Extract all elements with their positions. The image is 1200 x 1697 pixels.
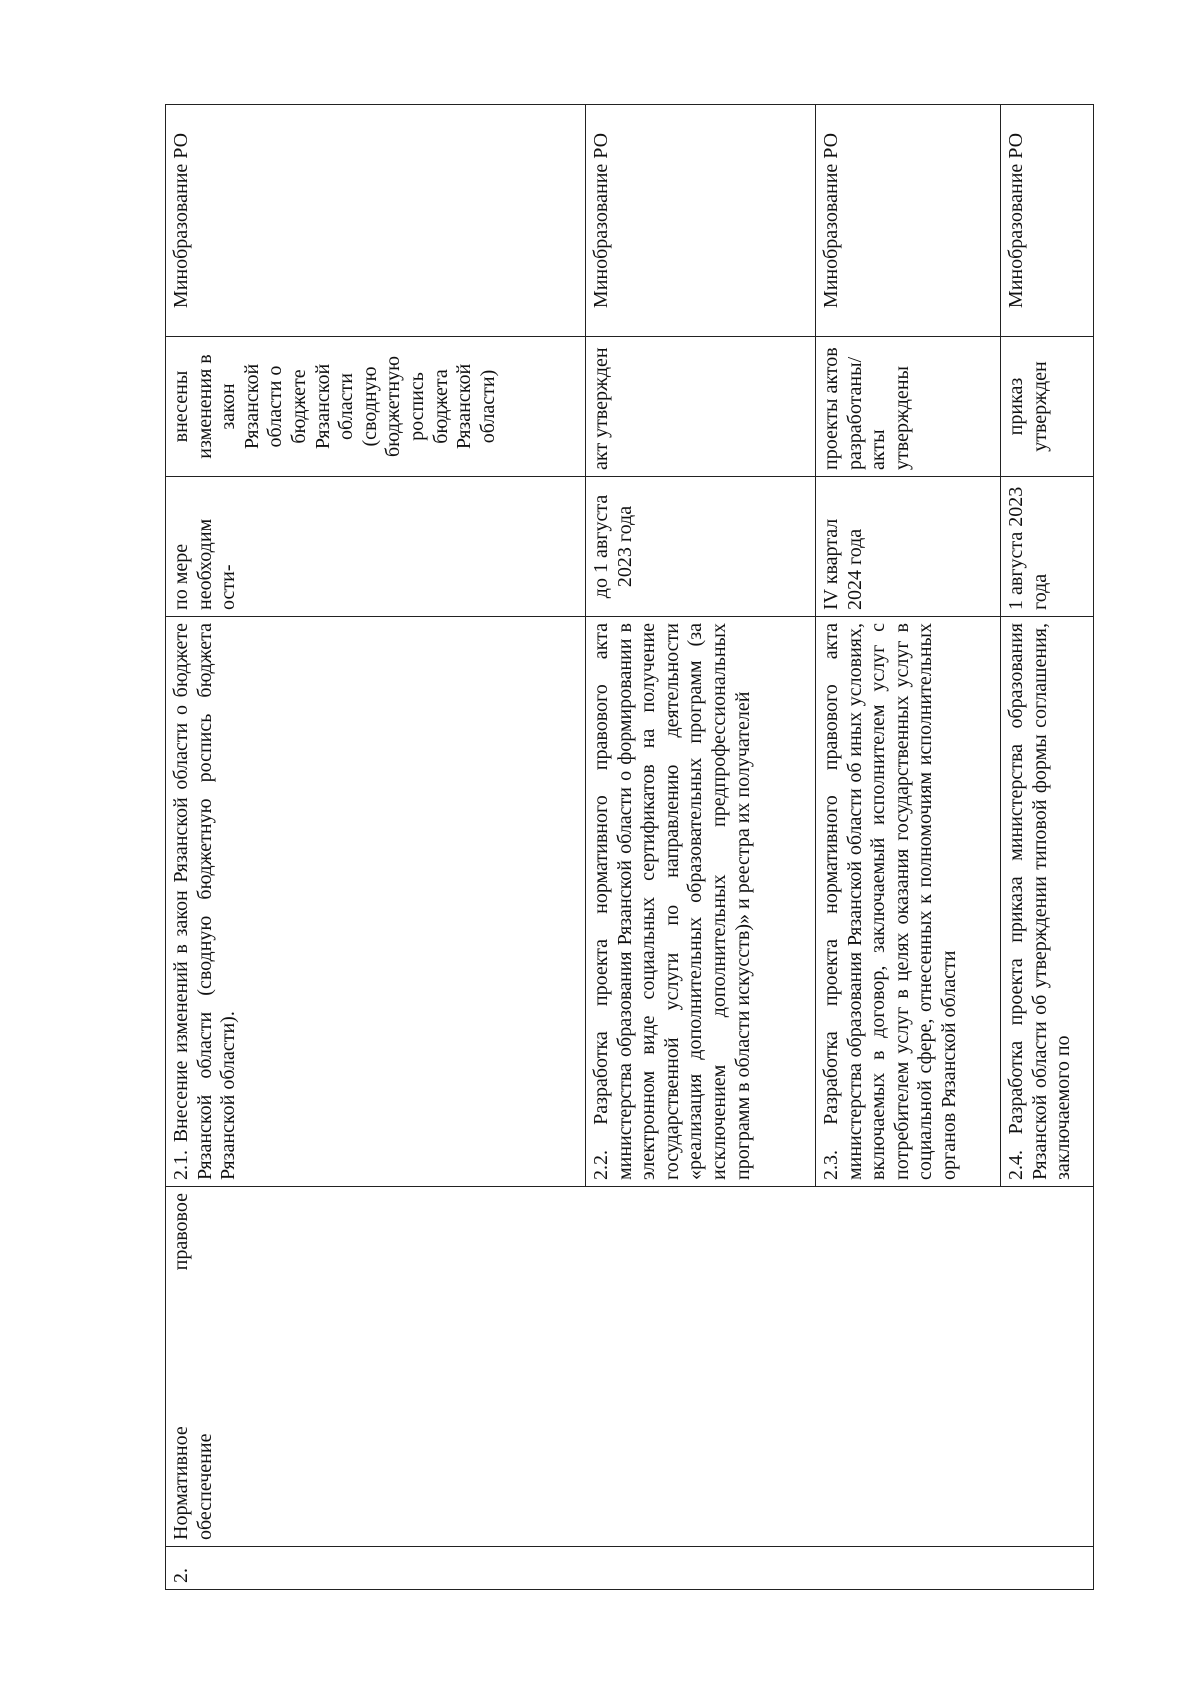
responsible-cell: Минобразование РО <box>166 105 586 337</box>
section-title-word1: Нормативное <box>170 1426 192 1540</box>
section-title-word2: правовое <box>170 1193 192 1271</box>
section-number: 2. <box>166 1547 1094 1590</box>
responsible-cell: Минобразование РО <box>816 105 1001 337</box>
result-cell: акт утвержден <box>586 337 816 477</box>
rotated-page <box>165 105 1093 1590</box>
task-cell: 2.2. Разработка проекта нормативного правового акта министерства образования Рязанской области о формировании в электронном виде социальных сертификатов на получение государственной услуги по направлению деятельности «реализация дополнительных образовательных программ (за исключением дополнительных предпрофессиональных программ в области искусств)» и реестра их получателей <box>586 617 816 1187</box>
plan-table <box>165 104 1094 1590</box>
section-title-line2: обеспечение <box>193 1433 216 1540</box>
task-cell: 2.3. Разработка проекта нормативного правового акта министерства образования Рязанской области об иных условиях, включаемых в договор, заключаемый исполнителем услуг с потребителем услуг в целях оказания государственных услуг в социальной сфере, отнесенных к полномочиям исполнительных органов Рязанской области <box>816 617 1001 1187</box>
task-cell: 2.1. Внесение изменений в закон Рязанской области о бюджете Рязанской области (сводную бюджетную роспись бюджета Рязанской области). <box>166 617 586 1187</box>
deadline-cell: IV квартал 2024 года <box>816 477 1001 617</box>
deadline-cell: по мере необходим ости- <box>166 477 586 617</box>
result-cell: внесены изменения в закон Рязанской области о бюджете Рязанской области (сводную бюджетную роспись бюджета Рязанской области) <box>166 337 586 477</box>
result-cell: проекты актов разработаны/акты утверждены <box>816 337 1001 477</box>
deadline-cell: до 1 августа 2023 года <box>586 477 816 617</box>
section-title-cell <box>166 1187 1094 1547</box>
deadline-cell: 1 августа 2023 года <box>1001 477 1094 617</box>
task-cell: 2.4. Разработка проекта приказа министерства образования Рязанской области об утверждении типовой формы соглашения, заключаемого по <box>1001 617 1094 1187</box>
responsible-cell: Минобразование РО <box>586 105 816 337</box>
responsible-cell: Минобразование РО <box>1001 105 1094 337</box>
table-row <box>166 105 586 1590</box>
result-cell: приказ утвержден <box>1001 337 1094 477</box>
